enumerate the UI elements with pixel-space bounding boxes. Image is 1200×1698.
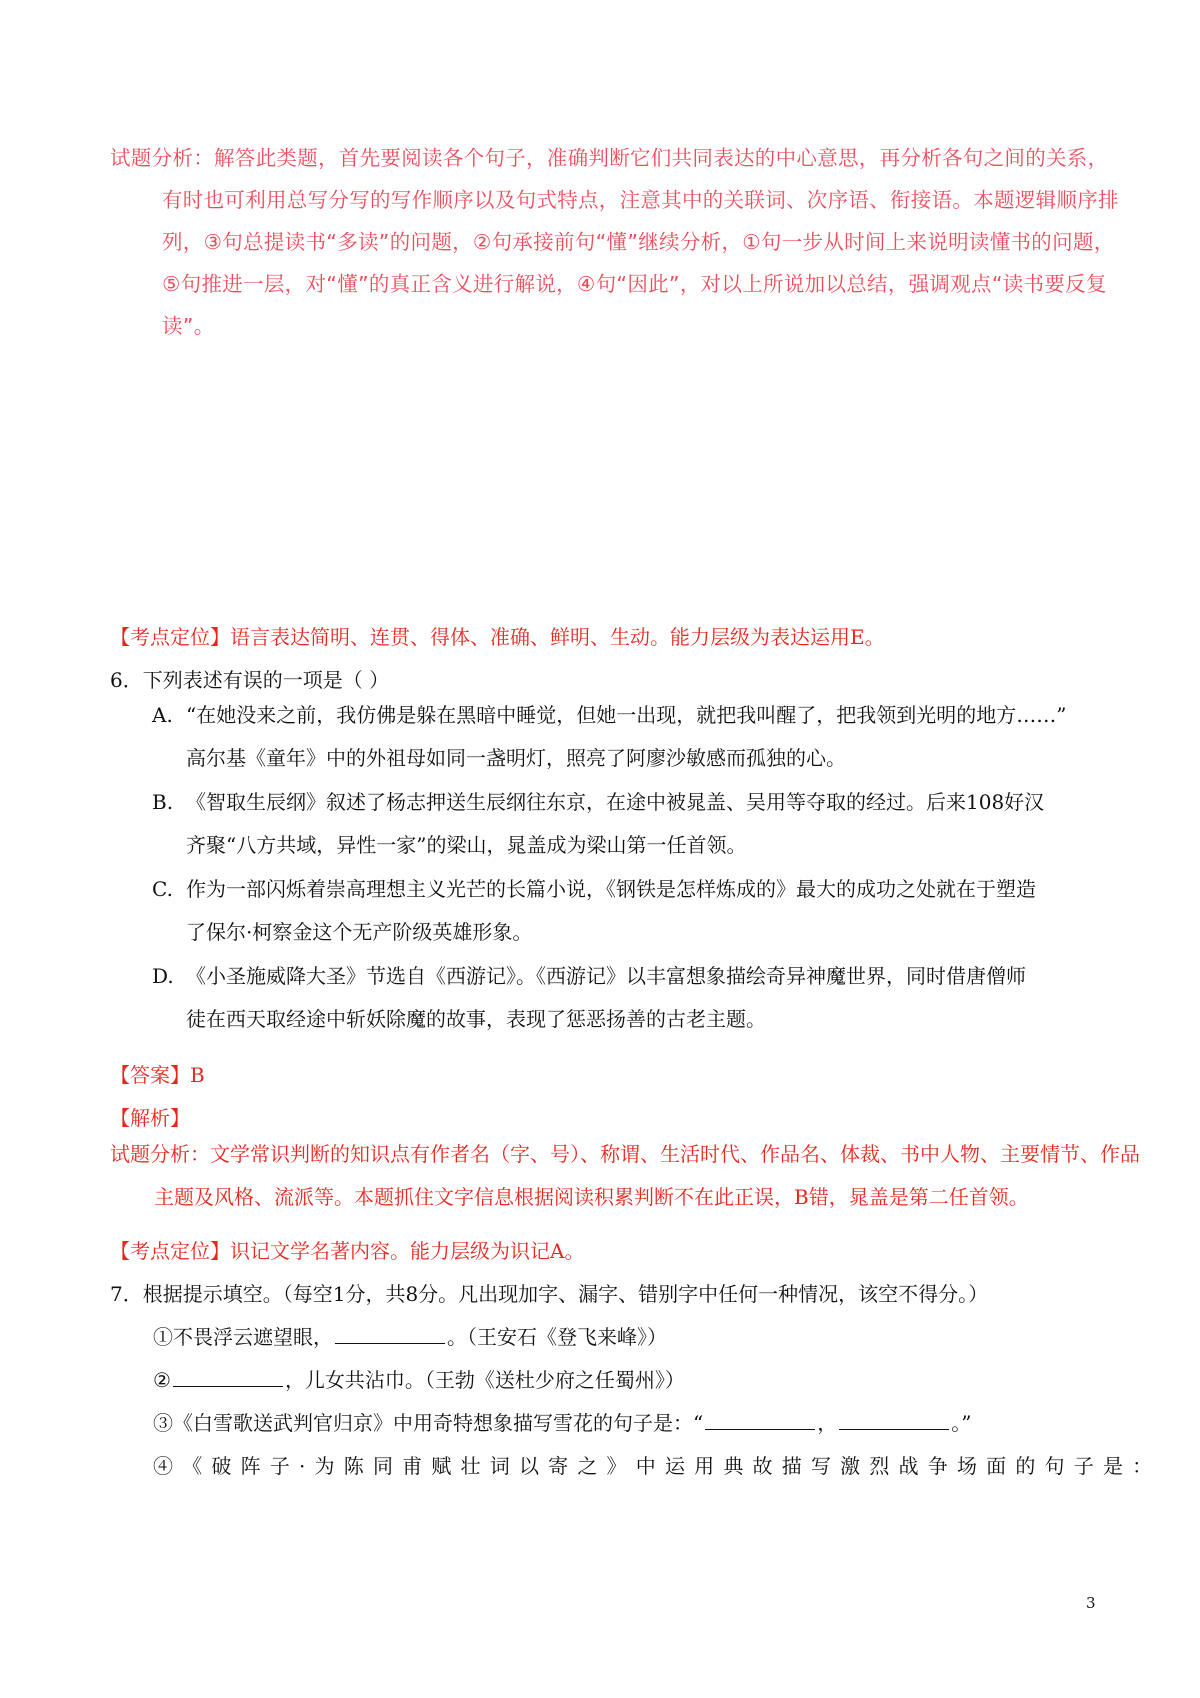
fill-blank[interactable] (335, 1325, 445, 1344)
option-line1: 作为一部闪烁着崇高理想主义光芒的长篇小说，《钢铁是怎样炼成的》最大的成功之处就在于塑造 (186, 877, 1036, 901)
option-line2: 齐聚“八方共域，异性一家”的梁山，晁盖成为梁山第一任首领。 (186, 833, 747, 857)
option-label: D. (152, 964, 174, 988)
q6-option-a (152, 694, 1092, 780)
option-line2: 徒在西天取经途中斩妖除魔的故事，表现了惩恶扬善的古老主题。 (186, 1007, 766, 1031)
item-text-post: ，儿女共沾巾。（王勃《送杜少府之任蜀州》） (284, 1368, 685, 1392)
q6-option-c (152, 868, 1092, 954)
fill-blank[interactable] (705, 1411, 815, 1430)
q6-option-d (152, 955, 1092, 1041)
q7-item-1 (153, 1321, 667, 1350)
item-text-pre: ①不畏浮云遮望眼， (153, 1325, 333, 1349)
q7-item-2 (153, 1364, 685, 1393)
option-line2: 了保尔·柯察金这个无产阶级英雄形象。 (186, 920, 533, 944)
q7-item-4: ④《破阵子·为陈同甫赋壮词以寄之》中运用典故描写激烈战争场面的句子是： (153, 1454, 1162, 1478)
option-label: A. (152, 703, 173, 727)
analysis-paragraph-top (110, 137, 1122, 347)
option-line1: 《智取生辰纲》叙述了杨志押送生辰纲往东京，在途中被晁盖、吴用等夺取的经过。后来108好汉 (186, 790, 1045, 814)
q6-point-location: 【考点定位】识记文学名著内容。能力层级为识记A。 (110, 1239, 585, 1263)
option-line1: “在她没来之前，我仿佛是躲在黑暗中睡觉，但她一出现，就把我叫醒了，把我领到光明的地方……” (186, 703, 1067, 727)
q6-stem: 6．下列表述有误的一项是（ ） (110, 668, 390, 692)
fill-blank[interactable] (839, 1411, 949, 1430)
item-text-pre: ③《白雪歌送武判官归京》中用奇特想象描写雪花的句子是：“ (153, 1411, 704, 1435)
fill-blank[interactable] (173, 1368, 283, 1387)
q5-point-location: 【考点定位】语言表达简明、连贯、得体、准确、鲜明、生动。能力层级为表达运用E。 (110, 625, 885, 649)
q6-analysis-header: 【解析】 (110, 1106, 190, 1130)
answer-value: B (190, 1063, 205, 1087)
page-number: 3 (1086, 1594, 1096, 1612)
option-line2: 高尔基《童年》中的外祖母如同一盏明灯，照亮了阿廖沙敏感而孤独的心。 (186, 746, 846, 770)
analysis-text: 文学常识判断的知识点有作者名（字、号）、称谓、生活时代、作品名、体裁、书中人物、主要情节、作品主题及风格、流派等。本题抓住文字信息根据阅读积累判断不在此正误，B错，晁盖是第二任首领。 (154, 1142, 1140, 1209)
q7-stem: 7．根据提示填空。（每空1分，共8分。凡出现加字、漏字、错别字中任何一种情况，该空不得分。） (110, 1282, 989, 1306)
analysis-label: 试题分析： (110, 146, 214, 170)
q6-answer (110, 1059, 205, 1088)
item-text-post: 。（王安石《登飞来峰》） (447, 1325, 667, 1349)
answer-label: 【答案】 (110, 1063, 190, 1087)
option-line1: 《小圣施威降大圣》节选自《西游记》。《西游记》以丰富想象描绘奇异神魔世界，同时借唐僧师 (186, 964, 1026, 988)
item-text-mid: ， (817, 1411, 838, 1435)
item-text-pre: ② (153, 1368, 171, 1392)
option-label: B. (152, 790, 174, 814)
item-text-post: 。” (951, 1411, 972, 1435)
q6-option-b (152, 781, 1092, 867)
analysis-text: 解答此类题，首先要阅读各个句子，准确判断它们共同表达的中心意思，再分析各句之间的关系，有时也可利用总写分写的写作顺序以及句式特点，注意其中的关联词、次序语、衔接语。本题逻辑顺序排列，③句总提读书“多读”的问题，②句承接前句“懂”继续分析，①句一步从时间上来说明读懂书的问题，⑤句推进一层，对“懂”的真正含义进行解说，④句“因此”，对以上所说加以总结，强调观点“读书要反复读”。 (162, 146, 1119, 338)
option-label: C. (152, 877, 173, 901)
analysis-label: 试题分析： (110, 1142, 210, 1166)
q6-analysis-paragraph (110, 1133, 1144, 1219)
q7-item-3 (153, 1407, 971, 1436)
